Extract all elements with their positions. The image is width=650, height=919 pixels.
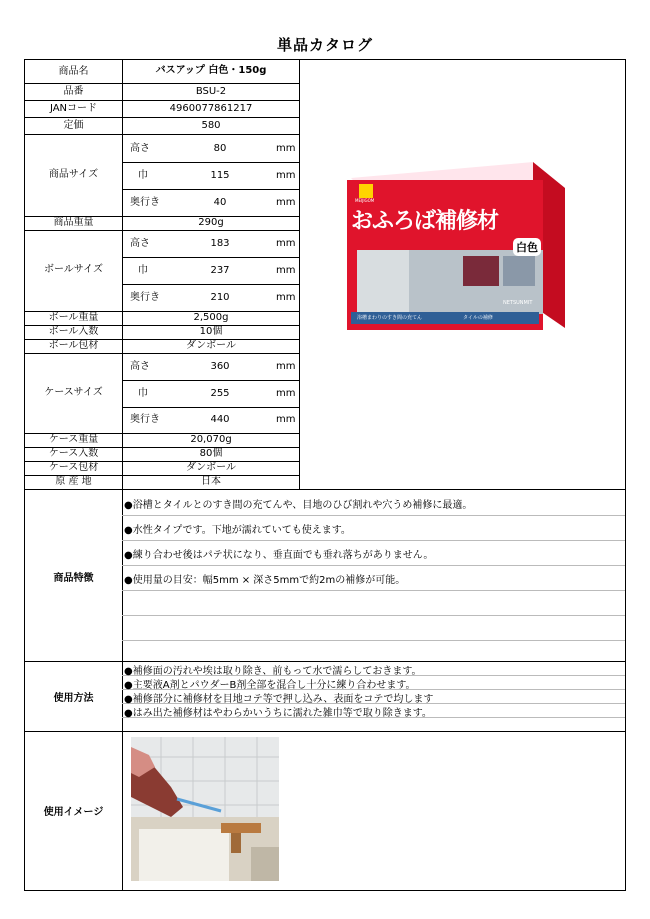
label-jan: JANコード — [49, 103, 98, 114]
label-origin: 原 産 地 — [55, 476, 92, 487]
label-ball-pack: ボール包材 — [48, 340, 99, 351]
dim-label: 奥行き — [130, 197, 160, 208]
section-line — [24, 489, 626, 490]
usage-photo — [131, 737, 279, 881]
label-ball-size: ボールサイズ — [44, 264, 103, 275]
dim-value: 80 — [213, 143, 227, 154]
label-case-size: ケースサイズ — [44, 387, 103, 398]
dim-value: 237 — [210, 265, 230, 276]
dim-unit: mm — [276, 388, 296, 399]
feature-item: ●練り合わせ後はパテ状になり、垂直面でも垂れ落ちがありません。 — [124, 550, 434, 561]
dim-value: 183 — [210, 238, 230, 249]
page-title: 単品カタログ — [276, 36, 373, 54]
usage-item: ●補修面の汚れや埃は取り除き、前もって水で濡らしておきます。 — [124, 666, 422, 677]
value-product-weight: 290g — [198, 217, 224, 228]
label-product-weight: 商品重量 — [53, 217, 94, 228]
dim-value: 115 — [210, 170, 230, 181]
dim-label: 巾 — [138, 265, 148, 276]
row-line — [24, 230, 300, 231]
usage-label: 使用方法 — [53, 693, 94, 704]
value-origin: 日本 — [201, 476, 221, 487]
dim-value: 360 — [210, 361, 230, 372]
dim-label: 高さ — [130, 361, 150, 372]
row-line — [24, 83, 300, 84]
row-line — [122, 162, 300, 163]
usage-item: ●補修部分に補修材を目地コテ等で押し込み、表面をコテで均します — [124, 694, 434, 705]
dim-value: 255 — [210, 388, 230, 399]
frame-right — [625, 59, 626, 890]
dim-unit: mm — [276, 143, 296, 154]
label-ball-weight: ボール重量 — [48, 312, 99, 323]
dim-value: 440 — [210, 414, 230, 425]
dim-unit: mm — [276, 170, 296, 181]
dim-label: 奥行き — [130, 292, 160, 303]
value-case-pack: ダンボール — [186, 462, 236, 473]
label-product-size: 商品サイズ — [48, 169, 99, 180]
row-line — [122, 284, 300, 285]
features-label: 商品特徴 — [53, 573, 94, 584]
feature-rule — [122, 640, 625, 641]
label-case-pack: ケース包材 — [48, 462, 99, 473]
dim-label: 高さ — [130, 238, 150, 249]
feature-item: ●浴槽とタイルとのすき間の充てんや、目地のひび割れや穴うめ補修に最適。 — [124, 500, 473, 511]
value-case-qty: 80個 — [199, 448, 223, 459]
spec-column-divider — [299, 59, 300, 489]
row-line — [24, 134, 300, 135]
label-ball-qty: ボール入数 — [48, 326, 99, 337]
row-line — [24, 117, 300, 118]
package-brand: MEIJIGOM — [355, 198, 375, 203]
label-item-no: 品番 — [63, 86, 84, 97]
dim-value: 210 — [210, 292, 230, 303]
dim-unit: mm — [276, 238, 296, 249]
label-case-qty: ケース入数 — [48, 448, 99, 459]
package-code: NETSUNMIT — [503, 300, 533, 306]
row-line — [24, 100, 300, 101]
dim-unit: mm — [276, 361, 296, 372]
dim-unit: mm — [276, 265, 296, 276]
section-line — [24, 731, 626, 732]
feature-rule — [122, 590, 625, 591]
usage-item: ●主要液A剤とパウダーB剤全部を混合し十分に練り合わせます。 — [124, 680, 416, 691]
label-product-name: 商品名 — [58, 66, 89, 77]
dim-label: 巾 — [138, 170, 148, 181]
dim-label: 巾 — [138, 388, 148, 399]
row-line — [122, 257, 300, 258]
row-line — [122, 189, 300, 190]
package-badge: 白色 — [513, 238, 541, 256]
value-ball-pack: ダンボール — [186, 340, 236, 351]
value-price: 580 — [201, 120, 221, 131]
frame-top — [24, 59, 626, 60]
dim-unit: mm — [276, 292, 296, 303]
feature-rule — [122, 515, 625, 516]
package-caption-left: 浴槽まわりのすき間の充てん — [357, 315, 423, 321]
feature-item: ●水性タイプです。下地が濡れていても使えます。 — [124, 525, 351, 536]
feature-item: ●使用量の目安：幅5mm × 深さ5mmで約2mの補修が可能。 — [124, 575, 406, 586]
feature-rule — [122, 540, 625, 541]
usage-item: ●はみ出た補修材はやわらかいうちに濡れた雑巾等で取り除きます。 — [124, 708, 432, 719]
label-price: 定価 — [63, 120, 84, 131]
row-line — [122, 407, 300, 408]
feature-rule — [122, 615, 625, 616]
dim-label: 奥行き — [130, 414, 160, 425]
dim-unit: mm — [276, 414, 296, 425]
value-jan: 4960077861217 — [169, 103, 253, 114]
feature-rule — [122, 565, 625, 566]
row-line — [24, 353, 300, 354]
label-case-weight: ケース重量 — [48, 434, 99, 445]
dim-label: 高さ — [130, 143, 150, 154]
package-caption-right: タイルの補修 — [463, 315, 493, 321]
usage-image-label: 使用イメージ — [43, 807, 104, 818]
package-name: おふろば補修材 — [351, 209, 499, 234]
product-package-image — [343, 158, 569, 336]
frame-bottom — [24, 890, 626, 891]
value-ball-qty: 10個 — [199, 326, 223, 337]
dim-value: 40 — [213, 197, 227, 208]
dim-unit: mm — [276, 197, 296, 208]
row-line — [122, 380, 300, 381]
value-product-name: バスアップ 白色・150g — [155, 65, 267, 76]
value-case-weight: 20,070g — [190, 434, 232, 445]
value-item-no: BSU-2 — [195, 86, 227, 97]
value-ball-weight: 2,500g — [193, 312, 229, 323]
